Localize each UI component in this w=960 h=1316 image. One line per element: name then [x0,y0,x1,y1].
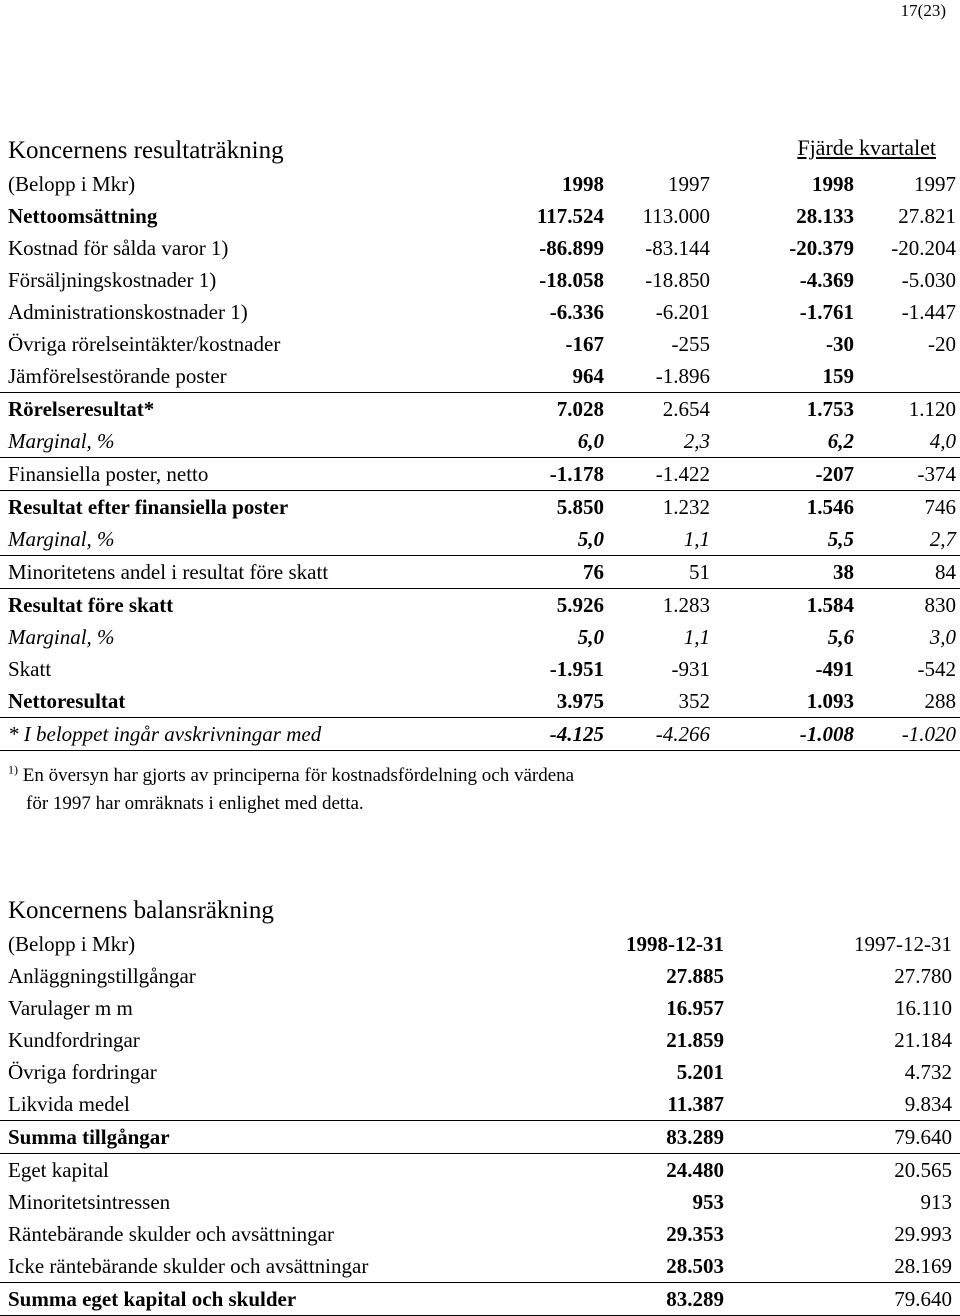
row-label: Räntebärande skulder och avsättningar [8,1222,334,1246]
value-1998: 21.859 [666,1028,724,1052]
table-row [0,1218,960,1250]
row-label: Resultat efter finansiella poster [8,495,289,519]
row-label: Eget kapital [8,1158,109,1182]
row-label: Rörelseresultat* [8,397,155,421]
value-q4-1998: -20.379 [789,236,854,260]
row-label: Kostnad för sålda varor 1) [8,236,229,260]
value-1997: 1,1 [683,527,710,551]
value-1998: 28.503 [666,1254,724,1278]
value-1997: -255 [671,332,710,356]
row-label: Finansiella poster, netto [8,462,209,486]
value-1998: 5.201 [676,1060,724,1084]
value-1997: 51 [689,560,710,584]
row-label: Marginal, % [8,625,115,649]
value-q4-1998: 159 [822,364,854,388]
table-row [0,360,960,393]
footnote-text-1: En översyn har gjorts av principerna för kostnadsfördelning och värdena [22,765,575,786]
value-q4-1997: 288 [924,689,956,713]
value-1998: 5,0 [577,625,604,649]
page-number: 17(23) [900,1,946,20]
table-row [0,523,960,556]
balance-header-row [0,928,960,960]
row-label: Varulager m m [8,996,133,1020]
col-1997-q4: 1997 [914,172,956,196]
income-statement-title: Koncernens resultaträkning [8,137,284,164]
value-1998: -18.058 [539,268,604,292]
value-1997: 9.834 [904,1092,952,1116]
value-q4-1997: -20.204 [891,236,956,260]
value-q4-1998: -4.369 [799,268,854,292]
row-label: (Belopp i Mkr) [8,932,136,956]
value-q4-1998: 6,2 [827,429,854,453]
value-1997: -6.201 [655,300,710,324]
table-row [0,458,960,491]
table-row [0,621,960,653]
value-1998: 76 [583,560,604,584]
col-1998-q4: 1998 [812,172,854,196]
table-row [0,232,960,264]
value-1997: 20.565 [894,1158,952,1182]
col-1998-12-31: 1998-12-31 [626,932,724,956]
value-1997: 28.169 [894,1254,952,1278]
value-1998: 6,0 [577,429,604,453]
fourth-quarter-header: Fjärde kvartalet [797,135,936,160]
value-1997: 113.000 [642,204,710,228]
footnote [8,762,574,818]
value-1997: 29.993 [894,1222,952,1246]
value-q4-1997: -1.447 [901,300,956,324]
value-1997: -1.422 [655,462,710,486]
footnote-text-2: för 1997 har omräknats i enlighet med detta. [26,793,364,814]
footnote-line-1 [8,762,574,790]
table-row [0,1250,960,1283]
value-q4-1998: 5,5 [827,527,854,551]
value-1998: 5.926 [556,593,604,617]
value-q4-1997: 3,0 [929,625,956,649]
value-q4-1998: 1.584 [806,593,854,617]
value-1998: 27.885 [666,964,724,988]
row-label: Minoritetsintressen [8,1190,171,1214]
row-label: * I beloppet ingår avskrivningar med [8,722,322,746]
table-row [0,1283,960,1316]
value-1997: 1.232 [662,495,710,519]
value-1997: -931 [671,657,710,681]
value-1997: 4.732 [904,1060,952,1084]
value-q4-1997: -5.030 [901,268,956,292]
value-1998: 16.957 [666,996,724,1020]
row-label: Övriga fordringar [8,1060,157,1084]
table-row [0,717,960,751]
value-1998: -86.899 [539,236,604,260]
value-q4-1998: 5,6 [827,625,854,649]
value-1998: -1.951 [549,657,604,681]
table-row [0,1056,960,1088]
value-1998: -1.178 [549,462,604,486]
table-row [0,1024,960,1056]
balance-sheet-title: Koncernens balansräkning [8,897,274,924]
footnote-marker: 1) [8,762,18,777]
value-q4-1998: -491 [815,657,854,681]
value-q4-1997: -1.020 [901,722,956,746]
table-row [0,264,960,296]
value-q4-1998: -30 [826,332,854,356]
value-1997: -83.144 [645,236,710,260]
table-row [0,960,960,992]
row-label: Summa eget kapital och skulder [8,1287,297,1311]
value-q4-1997: 4,0 [929,429,956,453]
value-1997: 1.283 [662,593,710,617]
value-1998: 5,0 [577,527,604,551]
value-1997: 2,3 [683,429,710,453]
value-q4-1997: 746 [924,495,956,519]
row-label: Likvida medel [8,1092,130,1116]
value-q4-1997: 830 [924,593,956,617]
value-1997: -1.896 [655,364,710,388]
income-statement-table [0,168,960,751]
table-row [0,685,960,717]
value-q4-1998: -207 [815,462,854,486]
value-q4-1997: -542 [917,657,956,681]
col-1998-full-year: 1998 [562,172,604,196]
row-label: Nettoresultat [8,689,126,713]
row-label: Minoritetens andel i resultat före skatt [8,560,329,584]
table-row [0,425,960,458]
table-row [0,200,960,232]
table-row [0,1154,960,1186]
value-1998: 24.480 [666,1158,724,1182]
value-q4-1997: 27.821 [898,204,956,228]
row-label: Icke räntebärande skulder och avsättningar [8,1254,369,1278]
value-q4-1998: -1.761 [799,300,854,324]
value-1998: 117.524 [536,204,604,228]
row-label: Jämförelsestörande poster [8,364,227,388]
row-label: Summa tillgångar [8,1125,170,1149]
value-1998: -167 [565,332,604,356]
income-header-row [0,168,960,200]
row-label: Marginal, % [8,527,115,551]
table-row [0,589,960,621]
value-q4-1997: 1.120 [908,397,956,421]
value-q4-1998: 1.093 [806,689,854,713]
table-row [0,556,960,589]
table-row [0,992,960,1024]
value-1998: 964 [572,364,604,388]
row-label: (Belopp i Mkr) [8,172,136,196]
value-q4-1997: 84 [935,560,956,584]
row-label: Resultat före skatt [8,593,174,617]
value-q4-1998: 1.753 [806,397,854,421]
value-q4-1998: 38 [833,560,854,584]
value-1998: 29.353 [666,1222,724,1246]
table-row [0,1088,960,1121]
value-1998: -6.336 [549,300,604,324]
value-1997: 352 [678,689,710,713]
value-1997: 2.654 [662,397,710,421]
value-1998: -4.125 [549,722,604,746]
row-label: Skatt [8,657,52,681]
value-1997: -18.850 [645,268,710,292]
value-1998: 7.028 [556,397,604,421]
row-label: Marginal, % [8,429,115,453]
value-1997: 79.640 [894,1287,952,1311]
row-label: Försäljningskostnader 1) [8,268,217,292]
row-label: Övriga rörelseintäkter/kostnader [8,332,281,356]
value-1998: 83.289 [666,1287,724,1311]
table-row [0,328,960,360]
value-1998: 5.850 [556,495,604,519]
value-1997: 913 [920,1190,952,1214]
value-q4-1998: -1.008 [799,722,854,746]
value-1998: 3.975 [556,689,604,713]
table-row [0,296,960,328]
value-1997: 21.184 [894,1028,952,1052]
row-label: Nettoomsättning [8,204,158,228]
balance-sheet-table [0,928,960,1316]
value-1998: 11.387 [667,1092,724,1116]
value-1997: 27.780 [894,964,952,988]
row-label: Administrationskostnader 1) [8,300,248,324]
value-q4-1997: -374 [917,462,956,486]
table-row [0,1186,960,1218]
row-label: Anläggningstillgångar [8,964,196,988]
value-q4-1997: 2,7 [929,527,956,551]
row-label: Kundfordringar [8,1028,140,1052]
value-q4-1997: -20 [928,332,956,356]
table-row [0,1121,960,1154]
value-1997: 16.110 [895,996,952,1020]
value-1997: 79.640 [894,1125,952,1149]
value-1997: 1,1 [683,625,710,649]
table-row [0,393,960,425]
value-1998: 953 [692,1190,724,1214]
value-q4-1998: 28.133 [796,204,854,228]
table-row [0,653,960,685]
col-1997-12-31: 1997-12-31 [854,932,952,956]
value-1997: -4.266 [655,722,710,746]
table-row [0,491,960,523]
value-q4-1998: 1.546 [806,495,854,519]
value-1998: 83.289 [666,1125,724,1149]
col-1997-full-year: 1997 [668,172,710,196]
